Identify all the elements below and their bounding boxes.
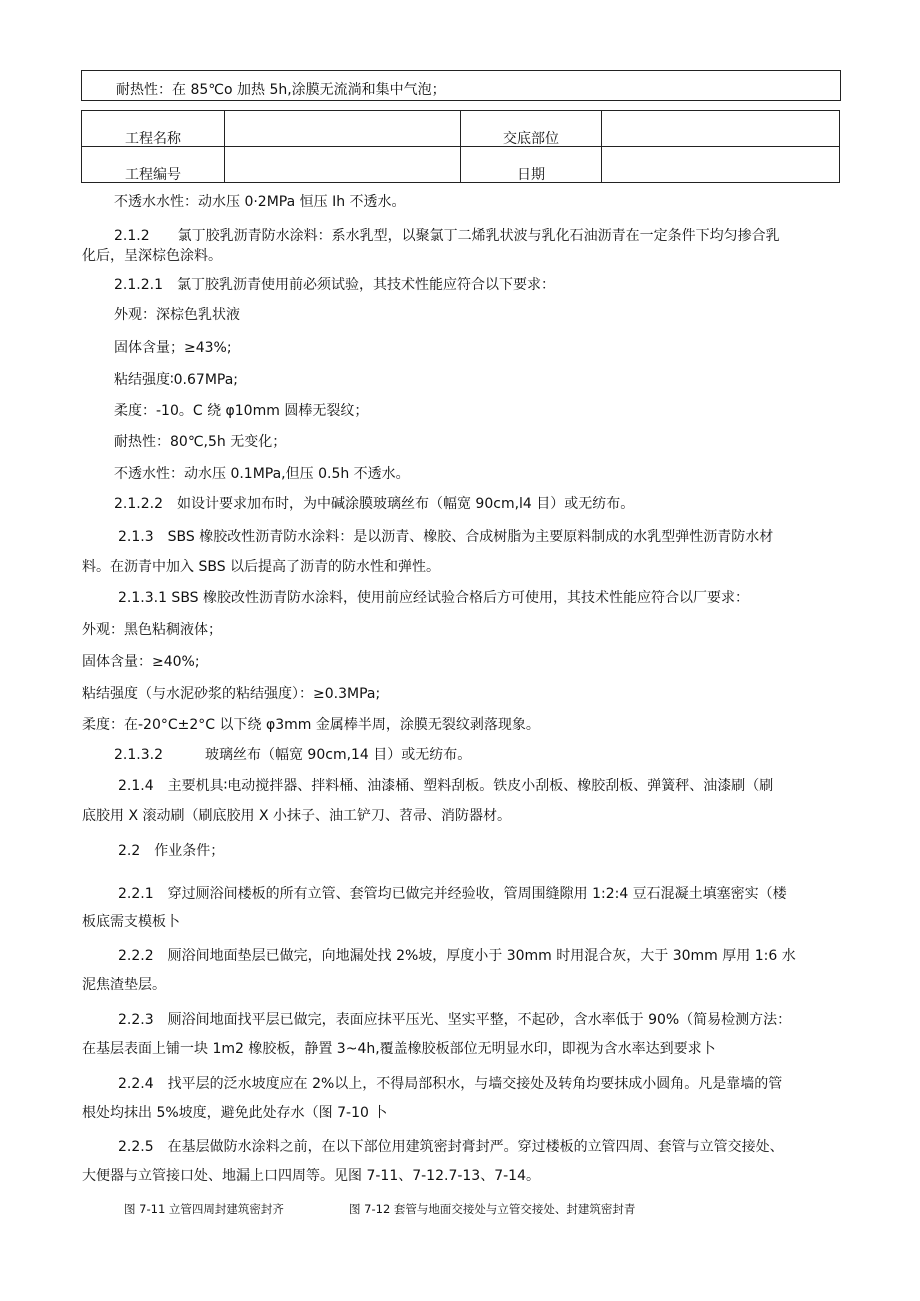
body-line: 料。在沥青中加入 SBS 以后提高了沥青的防水性和弹性。 bbox=[82, 559, 441, 575]
project-number-value bbox=[225, 147, 461, 183]
handover-part-value bbox=[602, 111, 840, 147]
body-line: 2.1.2.2 如设计要求加布时，为中碱涂膜玻璃丝布（幅宽 90cm,l4 目）或无纺布。 bbox=[114, 496, 635, 512]
body-line: 化后，呈深棕色涂料。 bbox=[82, 248, 222, 264]
project-name-value bbox=[225, 111, 461, 147]
body-line: 板底需支模板卜 bbox=[82, 914, 180, 930]
date-value bbox=[602, 147, 840, 183]
heat-resistance-box bbox=[81, 70, 841, 101]
body-line: 2.2.3 厕浴间地面找平层已做完，表面应抹平压光、坚实平整，不起砂，含水率低于 90%（简易检测方法： bbox=[118, 1012, 792, 1028]
body-line: 在基层表面上铺一块 1m2 橡胶板，静置 3~4h,覆盖橡胶板部位无明显水印，即视为含水率达到要求卜 bbox=[82, 1041, 716, 1057]
date-label: 日期 bbox=[461, 147, 602, 183]
body-line: 2.1.3.1 SBS 橡胶改性沥青防水涂料，使用前应经试验合格后方可使用，其技术性能应符合以厂要求： bbox=[118, 590, 750, 606]
body-line: 2.1.2 氯丁胶乳沥青防水涂料：系水乳型，以聚氯丁二烯乳状波与乳化石油沥青在一定条件下均匀掺合乳 bbox=[114, 228, 780, 244]
figure-caption-7-12: 图 7-12 套管与地面交接处与立管交接处、封建筑密封青 bbox=[349, 1202, 636, 1216]
project-info-table bbox=[81, 110, 840, 183]
body-line: 2.1.3.2 玻璃丝布（幅宽 90cm,14 目）或无纺布。 bbox=[114, 747, 472, 763]
body-line: 柔度：-10。C 绕 φ10mm 圆棒无裂纹； bbox=[114, 403, 369, 419]
body-line: 2.1.2.1 氯丁胶乳沥青使用前必须试验，其技术性能应符合以下要求： bbox=[114, 277, 555, 293]
body-line: 2.2.5 在基层做防水涂料之前，在以下部位用建筑密封膏封严。穿过楼板的立管四周、套管与立管交接处、 bbox=[118, 1139, 784, 1155]
body-line: 固体含量；≥43%; bbox=[114, 340, 232, 356]
body-line: 2.2.1 穿过厕浴间楼板的所有立管、套管均已做完并经验收，管周围缝隙用 1:2:4 豆石混凝土填塞密实（楼 bbox=[118, 886, 787, 902]
project-name-label: 工程名称 bbox=[82, 111, 225, 147]
table-row bbox=[82, 111, 840, 147]
table-row bbox=[82, 147, 840, 183]
body-line: 大便器与立管接口处、地漏上口四周等。见图 7-11、7-12.7-13、7-14。 bbox=[82, 1168, 540, 1184]
body-line: 柔度：在-20°C±2°C 以下绕 φ3mm 金属棒半周，涂膜无裂纹剥落现象。 bbox=[82, 717, 540, 733]
body-line: 外观：深棕色乳状液 bbox=[114, 307, 240, 323]
body-line: 不透水性：动水压 0.1MPa,但压 0.5h 不透水。 bbox=[114, 466, 410, 482]
body-line: 粘结强度∶0.67MPa; bbox=[114, 372, 239, 388]
body-line: 固体含量：≥40%; bbox=[82, 654, 200, 670]
body-line: 2.1.4 主要机具∶电动搅拌器、拌料桶、油漆桶、塑料刮板。铁皮小刮板、橡胶刮板、弹簧秤、油漆刷（刷 bbox=[118, 778, 774, 794]
body-line: 2.2.4 找平层的泛水坡度应在 2%以上，不得局部积水，与墙交接处及转角均要抹成小圆角。凡是靠墙的管 bbox=[118, 1076, 783, 1092]
project-number-label: 工程编号 bbox=[82, 147, 225, 183]
body-line: 不透水水性：动水压 0·2MPa 恒压 Ih 不透水。 bbox=[114, 194, 406, 210]
handover-part-label: 交底部位 bbox=[461, 111, 602, 147]
figure-caption-7-11: 图 7-11 立管四周封建筑密封齐 bbox=[124, 1202, 284, 1216]
body-line: 粘结强度（与水泥砂浆的粘结强度）：≥0.3MPa; bbox=[82, 686, 381, 702]
body-line: 底胶用 X 滚动刷（刷底胶用 X 小抹子、油工铲刀、苕帚、消防器材。 bbox=[82, 808, 511, 824]
body-line: 根处均抹出 5%坡度，避免此处存水（图 7-10 卜 bbox=[82, 1105, 388, 1121]
body-line: 2.2.2 厕浴间地面垫层已做完，向地漏处找 2%坡，厚度小于 30mm 时用混合灰，大于 30mm 厚用 1:6 水 bbox=[118, 948, 796, 964]
body-line: 泥焦渣垫层。 bbox=[82, 977, 166, 993]
heat-resistance-text: 耐热性：在 85℃o 加热 5h,涂膜无流淌和集中气泡； bbox=[116, 82, 446, 98]
body-line: 2.2 作业条件； bbox=[118, 843, 225, 859]
body-line: 耐热性：80℃,5h 无变化； bbox=[114, 434, 287, 450]
body-line: 外观：黑色粘稠液体； bbox=[82, 622, 222, 638]
body-line: 2.1.3 SBS 橡胶改性沥青防水涂料：是以沥青、橡胶、合成树脂为主要原料制成的水乳型弹性沥青防水材 bbox=[118, 529, 774, 545]
